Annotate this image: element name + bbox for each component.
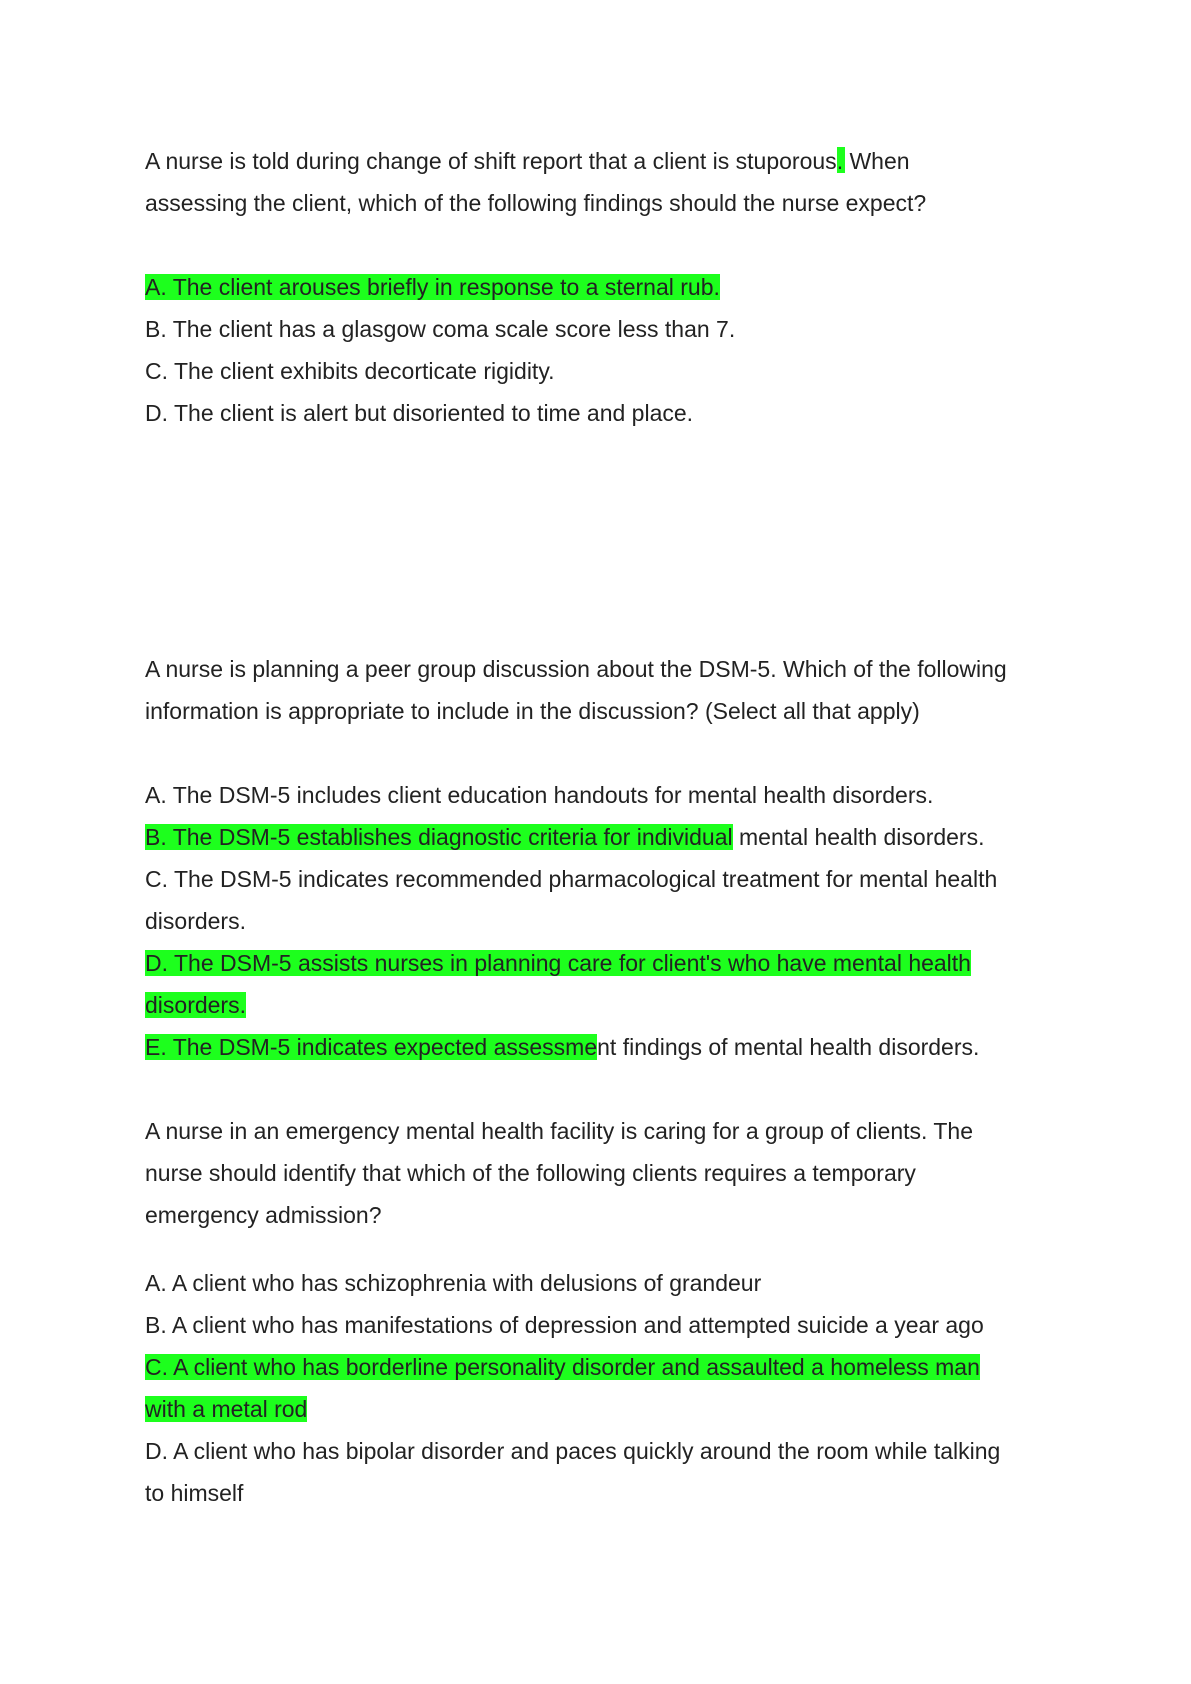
question-3-stem-line-2: nurse should identify that which of the following clients requires a temporary xyxy=(145,1160,916,1186)
answer-option-text: to himself xyxy=(145,1480,244,1506)
answer-option-line xyxy=(145,392,1065,434)
answer-option-line xyxy=(145,308,1065,350)
question-2-stem-line-1: A nurse is planning a peer group discussion about the DSM-5. Which of the following xyxy=(145,656,1007,682)
question-2-options xyxy=(145,774,1065,1068)
answer-option-line xyxy=(145,1472,1065,1514)
answer-option-text: A. The DSM-5 includes client education handouts for mental health disorders. xyxy=(145,782,934,808)
highlighted-answer-text: disorders. xyxy=(145,992,246,1018)
answer-option-line xyxy=(145,1304,1065,1346)
highlighted-answer-text: C. A client who has borderline personality disorder and assaulted a homeless man xyxy=(145,1354,980,1380)
answer-option-line xyxy=(145,858,1065,900)
highlighted-answer-text: B. The DSM-5 establishes diagnostic criteria for individual xyxy=(145,824,733,850)
answer-option-text: B. The client has a glasgow coma scale score less than 7. xyxy=(145,316,736,342)
answer-option-line xyxy=(145,1388,1065,1430)
answer-option-line xyxy=(145,1346,1065,1388)
answer-option-text: disorders. xyxy=(145,908,246,934)
question-2 xyxy=(145,648,1065,1068)
document-page xyxy=(145,140,1065,1514)
question-1-options xyxy=(145,266,1065,434)
highlighted-answer-text: with a metal rod xyxy=(145,1396,308,1422)
answer-option-line xyxy=(145,1430,1065,1472)
answer-option-line xyxy=(145,350,1065,392)
question-3-stem-line-3: emergency admission? xyxy=(145,1202,382,1228)
question-1-stem-line-1: A nurse is told during change of shift report that a client is stuporous. When xyxy=(145,148,910,174)
highlighted-answer-text: D. The DSM-5 assists nurses in planning care for client's who have mental health xyxy=(145,950,971,976)
highlighted-answer-text: A. The client arouses briefly in response to a sternal rub. xyxy=(145,274,720,300)
answer-option-line xyxy=(145,266,1065,308)
question-3-stem-line-1: A nurse in an emergency mental health facility is caring for a group of clients. The xyxy=(145,1118,974,1144)
answer-option-text: D. A client who has bipolar disorder and paces quickly around the room while talking xyxy=(145,1438,1001,1464)
question-2-stem-line-2: information is appropriate to include in the discussion? (Select all that apply) xyxy=(145,698,920,724)
question-1 xyxy=(145,140,1065,434)
answer-option-line xyxy=(145,984,1065,1026)
answer-option-line xyxy=(145,1026,1065,1068)
answer-option-line xyxy=(145,774,1065,816)
answer-option-text: nt findings of mental health disorders. xyxy=(597,1034,980,1060)
answer-option-text: C. The client exhibits decorticate rigidity. xyxy=(145,358,555,384)
answer-option-line xyxy=(145,816,1065,858)
question-3-options xyxy=(145,1262,1065,1514)
question-1-stem-line-2: assessing the client, which of the following findings should the nurse expect? xyxy=(145,190,927,216)
question-3 xyxy=(145,1110,1065,1514)
answer-option-line xyxy=(145,900,1065,942)
answer-option-text: A. A client who has schizophrenia with delusions of grandeur xyxy=(145,1270,762,1296)
answer-option-text: C. The DSM-5 indicates recommended pharmacological treatment for mental health xyxy=(145,866,998,892)
answer-option-text: B. A client who has manifestations of depression and attempted suicide a year ago xyxy=(145,1312,984,1338)
answer-option-line xyxy=(145,942,1065,984)
answer-option-text: D. The client is alert but disoriented to time and place. xyxy=(145,400,694,426)
answer-option-line xyxy=(145,1262,1065,1304)
answer-option-text: mental health disorders. xyxy=(732,824,985,850)
highlighted-answer-text: E. The DSM-5 indicates expected assessme xyxy=(145,1034,598,1060)
